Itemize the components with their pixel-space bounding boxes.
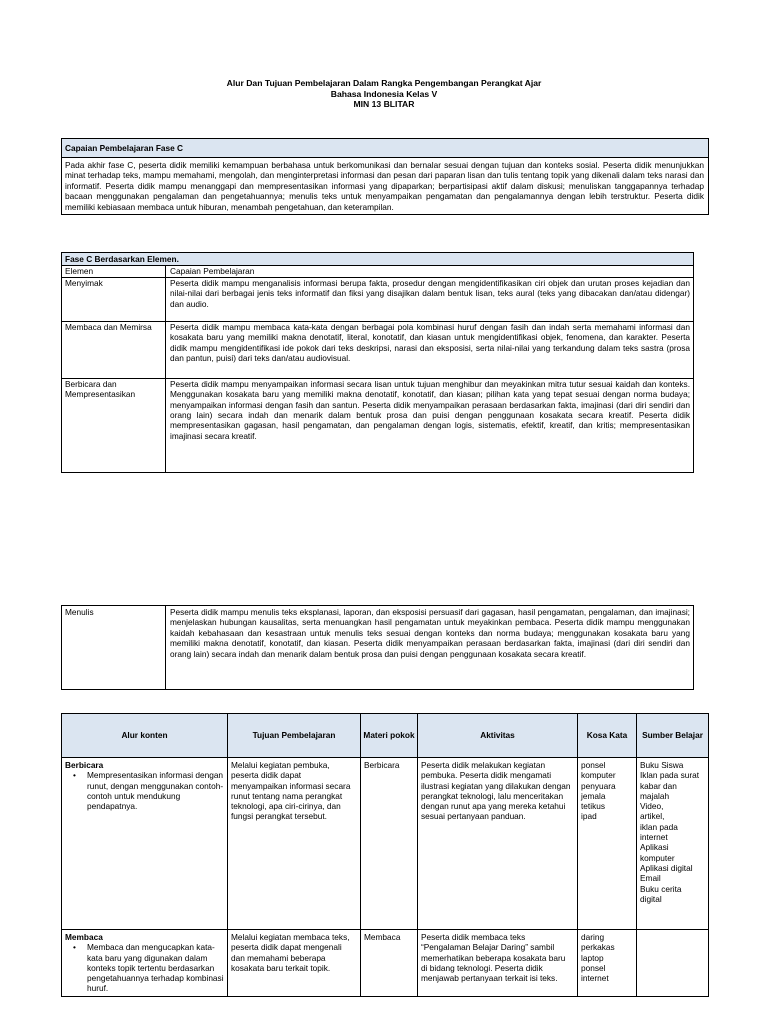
elemen-cell: Menyimak xyxy=(62,277,166,321)
fase-col-elemen: Elemen xyxy=(62,266,166,277)
col-tujuan: Tujuan Pembelajaran xyxy=(228,714,361,758)
konten-list xyxy=(65,942,224,993)
konten-title: Berbicara xyxy=(65,760,104,770)
kosa-kata-item: perkakas xyxy=(581,942,615,953)
table-row xyxy=(62,606,694,690)
elemen-cell: Berbicara dan Mempresentasikan xyxy=(62,378,166,472)
tujuan-cell: Melalui kegiatan pembuka, peserta didik dapat menyampaikan informasi secara runut tentang nama perangkat teknologi, apa ciri-cirinya, dan fungsi perangkat tersebut. xyxy=(228,758,361,930)
kosa-kata-item: laptop xyxy=(581,952,604,963)
sumber-item: artikel, xyxy=(640,811,665,822)
bullet-icon: • xyxy=(73,942,76,953)
title-line-1: Alur Dan Tujuan Pembelajaran Dalam Rangka Pengembangan Perangkat Ajar xyxy=(226,78,542,88)
kosa-kata-item: ipad xyxy=(581,811,597,822)
materi-cell: Membaca xyxy=(361,930,418,997)
title-line-2: Bahasa Indonesia Kelas V xyxy=(330,88,438,99)
kosa-kata-cell xyxy=(578,758,637,930)
col-alur-konten: Alur konten xyxy=(62,714,228,758)
fase-table xyxy=(61,252,694,473)
materi-cell: Berbicara xyxy=(361,758,418,930)
aktivitas-cell: Peserta didik melakukan kegiatan pembuka. Peserta didik mengamati ilustrasi kegiatan yang dilakukan dengan perangkat teknologi, lalu menceritakan dengan runut apa yang mereka ketahui sesuai pertanyaan panduan. xyxy=(418,758,578,930)
konten-text: Membaca dan mengucapkan kata-kata baru yang digunakan dalam konteks topik tertentu berdasarkan pengetahuannya terhadap kombinasi huruf. xyxy=(87,942,224,994)
kosa-kata-item: komputer xyxy=(581,770,616,781)
table-row xyxy=(62,930,709,997)
capaian-heading: Capaian Pembelajaran Fase C xyxy=(62,139,709,158)
capaian-cell: Peserta didik mampu menyampaikan informasi secara lisan untuk tujuan menghibur dan meyakinkan mitra tutur sesuai kaidah dan konteks. Menggunakan kosakata baru yang memiliki makna denotatif, konotatif, dan kiasan; pilihan kata yang tepat sesuai dengan norma budaya; menyampaikan informasi dengan fasih dan santun. Peserta didik menyampaikan perasaan berdasarkan fakta, imajinasi (dari diri sendiri dan orang lain) secara indah dan menarik dalam bentuk prosa dan puisi dengan penggunaan kosakata secara kreatif. Peserta didik mempresentasikan gagasan, hasil pengamatan, dan pengalaman dengan logis, sistematis, efektif, kreatif, dan kritis; mempresentasikan imajinasi secara kreatif. xyxy=(166,378,694,472)
alur-table xyxy=(61,713,709,997)
kosa-kata-item: ponsel xyxy=(581,760,606,770)
konten-cell xyxy=(62,930,228,997)
sumber-item: Buku Siswa xyxy=(640,760,684,770)
konten-text: Mempresentasikan informasi dengan runut, dengan menggunakan contoh-contoh untuk mendukung pendapatnya. xyxy=(87,770,224,812)
col-sumber: Sumber Belajar xyxy=(637,714,709,758)
elemen-cell: Membaca dan Memirsa xyxy=(62,321,166,378)
kosa-kata-item: tetikus xyxy=(581,801,605,812)
fase-col-capaian: Capaian Pembelajaran xyxy=(166,266,694,277)
fase-heading: Fase C Berdasarkan Elemen. xyxy=(62,253,694,266)
konten-title: Membaca xyxy=(65,932,103,942)
elemen-cell: Menulis xyxy=(62,606,166,690)
col-aktivitas: Aktivitas xyxy=(418,714,578,758)
tujuan-cell: Melalui kegiatan membaca teks, peserta didik dapat mengenali dan memahami beberapa kosakata baru terkait topik. xyxy=(228,930,361,997)
col-materi: Materi pokok xyxy=(361,714,418,758)
konten-cell xyxy=(62,758,228,930)
sumber-cell xyxy=(637,758,709,930)
bullet-icon: • xyxy=(73,770,76,781)
capaian-cell: Peserta didik mampu menganalisis informasi berupa fakta, prosedur dengan mengidentifikasikan ciri objek dan urutan proses kejadian dan nilai-nilai dari berbagai jenis teks informatif dan fiksi yang disajikan dalam bentuk lisan, teks aural (teks yang dibacakan dan/atau didengar) dan audio. xyxy=(166,277,694,321)
kosa-kata-cell xyxy=(578,930,637,997)
capaian-body: Pada akhir fase C, peserta didik memiliki kemampuan berbahasa untuk berkomunikasi dan bernalar sesuai dengan tujuan dan konteks sosial. Peserta didik menunjukkan minat terhadap teks, mampu memahami, mengolah, dan menginterpretasi informasi dan pesan dari paparan lisan dan tulis tentang topik yang dikenali dalam teks narasi dan informatif. Peserta didik mampu menanggapi dan mempresentasikan informasi yang dipaparkan; berpartisipasi aktif dalam diskusi; menuliskan tanggapannya terhadap bacaan menggunakan pengalaman dan pengetahuannya; menulis teks untuk menyampaikan pengamatan dan pengalamannya dengan lebih terstruktur. Peserta didik memiliki kebiasaan membaca untuk hiburan, menambah pengetahuan, dan keterampilan. xyxy=(62,158,709,215)
capaian-cell: Peserta didik mampu menulis teks eksplanasi, laporan, dan eksposisi persuasif dari gagasan, hasil pengamatan, pengalaman, dan imajinasi; menjelaskan hubungan kausalitas, serta menuangkan hasil pengamatan untuk meyakinkan pembaca. Peserta didik mampu menggunakan kaidah kebahasaan dan kesastraan untuk menulis teks sesuai dengan konteks dan norma budaya; menggunakan kosakata baru yang memiliki makna denotatif, konotatif, dan kiasan. Peserta didik menyampaikan perasaan berdasarkan fakta, imajinasi (dari diri sendiri dan orang lain) secara indah dan menarik dalam bentuk prosa dan puisi dengan penggunaan kosakata secara kreatif. xyxy=(166,606,694,690)
sumber-item: Aplikasi komputer xyxy=(640,842,675,863)
list-item xyxy=(65,770,224,811)
sumber-cell xyxy=(637,930,709,997)
table-row xyxy=(62,378,694,472)
kosa-kata-item: penyuara jemala xyxy=(581,780,616,801)
kosa-kata-item: daring xyxy=(581,932,605,942)
table-row xyxy=(62,321,694,378)
sumber-item: iklan pada internet xyxy=(640,821,678,843)
col-kosa-kata: Kosa Kata xyxy=(578,714,637,758)
menulis-table xyxy=(61,605,694,690)
konten-list xyxy=(65,770,224,811)
capaian-table xyxy=(61,138,709,215)
table-row xyxy=(62,277,694,321)
aktivitas-cell: Peserta didik membaca teks “Pengalaman Belajar Daring” sambil memerhatikan beberapa kosakata baru di bidang teknologi. Peserta didik menjawab pertanyaan terkait isi teks. xyxy=(418,930,578,997)
sumber-item: Video, xyxy=(640,801,664,812)
sumber-item: Buku cerita digital xyxy=(640,883,682,904)
title-line-3: MIN 13 BLITAR xyxy=(353,99,415,109)
capaian-cell: Peserta didik mampu membaca kata-kata dengan berbagai pola kombinasi huruf dengan fasih dan indah serta memahami informasi dan kosakata baru yang memiliki makna denotatif, literal, konotatif, dan kiasan untuk mengidentifikasi objek, fenomena, dan karakter. Peserta didik mampu mengidentifikasi ide pokok dari teks deskripsi, narasi dan eksposisi, serta nilai-nilai yang terkandung dalam teks sastra (prosa dan pantun, puisi) dari teks dan/atau audiovisual. xyxy=(166,321,694,378)
kosa-kata-item: internet xyxy=(581,973,609,984)
sumber-item: Iklan pada surat kabar dan majalah xyxy=(640,770,700,801)
document-title xyxy=(0,78,768,110)
kosa-kata-item: ponsel xyxy=(581,962,606,973)
table-row xyxy=(62,758,709,930)
sumber-item: Aplikasi digital xyxy=(640,862,693,873)
list-item xyxy=(65,942,224,993)
sumber-item: Email xyxy=(640,873,661,884)
